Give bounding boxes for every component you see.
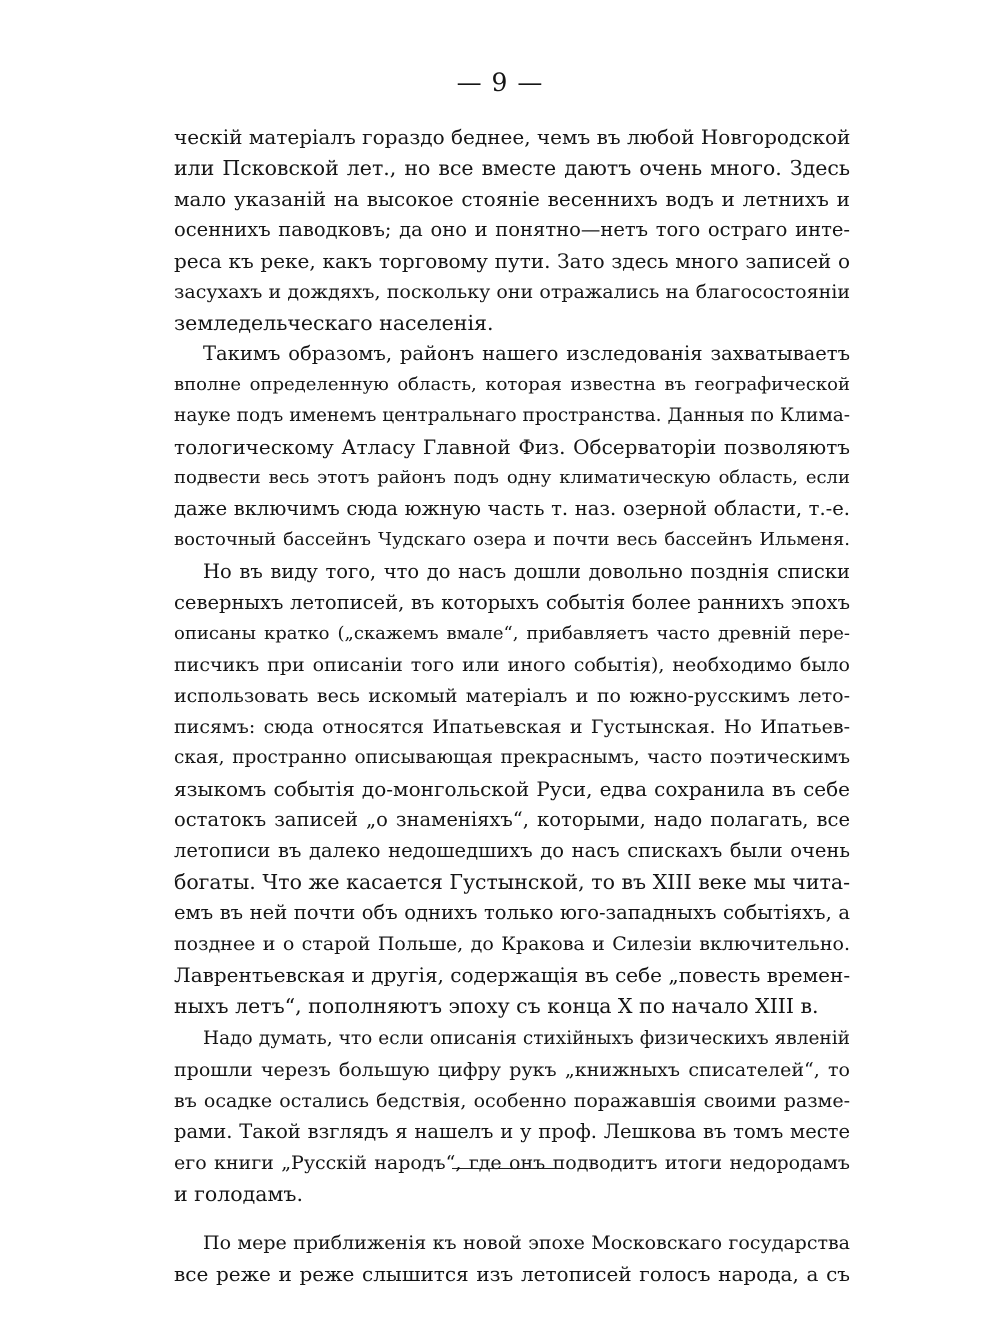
text-line: осеннихъ паводковъ; да оно и понятно—нетъ того остраго инте- (174, 218, 850, 241)
text-line: позднее и о старой Польше, до Кракова и Силезіи включительно. (174, 933, 850, 955)
text-line: вполне определенную область, которая известна въ географической (174, 374, 850, 395)
section-divider (452, 1168, 562, 1169)
text-line: Такимъ образомъ, районъ нашего изследованія захватываетъ (203, 342, 850, 365)
page-number: — 9 — (456, 68, 544, 97)
text-line: и голодамъ. (174, 1182, 303, 1206)
text-line: писямъ: сюда относятся Ипатьевская и Густынская. Но Ипатьев- (174, 716, 850, 738)
text-line: описаны кратко („скажемъ вмале“, прибавляетъ часто древній пере- (174, 623, 850, 644)
text-line: емъ въ ней почти объ однихъ только юго-западныхъ событіяхъ, а (174, 901, 850, 924)
text-line: остатокъ записей „о знаменіяхъ“, которыми, надо полагать, все (174, 808, 850, 831)
text-line: засухахъ и дождяхъ, поскольку они отражались на благосостояніи (174, 281, 850, 303)
text-line: ская, пространно описывающая прекраснымъ, часто поэтическимъ (174, 747, 850, 768)
text-line: По мере приближенія къ новой эпохе Московскаго государства (203, 1232, 850, 1254)
text-line: мало указаній на высокое стояніе весеннихъ водъ и летнихъ и (174, 187, 850, 211)
text-line: ческій матеріалъ гораздо беднее, чемъ въ любой Новгородской (174, 125, 850, 149)
text-line: богаты. Что же касается Густынской, то въ XIII веке мы чита- (174, 870, 850, 894)
text-line: рами. Такой взглядъ я нашелъ и у проф. Лешкова въ томъ месте (174, 1120, 850, 1143)
text-line: въ осадке остались бедствія, особенно поражавшія своими разме- (174, 1090, 850, 1112)
text-line: северныхъ летописей, въ которыхъ событія более раннихъ эпохъ (174, 591, 850, 614)
text-line: Но въ виду того, что до насъ дошли довольно позднія списки (203, 560, 850, 583)
text-line: или Псковской лет., но все вместе даютъ очень много. Здесь (174, 156, 850, 180)
text-line: Надо думать, что если описанія стихійныхъ физическихъ явленій (203, 1028, 850, 1049)
text-line: использовать весь искомый матеріалъ и по южно-русскимъ лето- (174, 685, 850, 707)
text-line: земледельческаго населенія. (174, 311, 494, 335)
text-line: ныхъ летъ“, пополняютъ эпоху съ конца X по начало XIII в. (174, 994, 819, 1018)
text-line: летописи въ далеко недошедшихъ до насъ спискахъ были очень (174, 839, 850, 862)
text-line: языкомъ событія до-монгольской Руси, едва сохранила въ себе (174, 777, 850, 801)
text-line: науке подъ именемъ центральнаго пространства. Данныя по Клима- (174, 405, 850, 426)
text-line: прошли черезъ большую цифру рукъ „книжныхъ списателей“, то (174, 1059, 850, 1081)
text-line: его книги „Русскій народъ“, где онъ подводитъ итоги недородамъ (174, 1152, 850, 1174)
text-line: реса къ реке, какъ торговому пути. Зато здесь много записей о (174, 249, 850, 273)
text-line: тологическому Атласу Главной Физ. Обсерваторіи позволяютъ (174, 435, 850, 459)
text-line: восточный бассейнъ Чудскаго озера и почти весь бассейнъ Ильменя. (174, 529, 850, 550)
text-line: подвести весь этотъ районъ подъ одну климатическую область, если (174, 467, 850, 488)
text-line: даже включимъ сюда южную часть т. наз. озерной области, т.-е. (174, 497, 850, 520)
text-line: все реже и реже слышится изъ летописей голосъ народа, а съ (174, 1262, 850, 1286)
text-line: писчикъ при описаніи того или иного событія), необходимо было (174, 654, 850, 676)
text-line: Лаврентьевская и другія, содержащія въ себе „повесть времен- (174, 963, 850, 987)
